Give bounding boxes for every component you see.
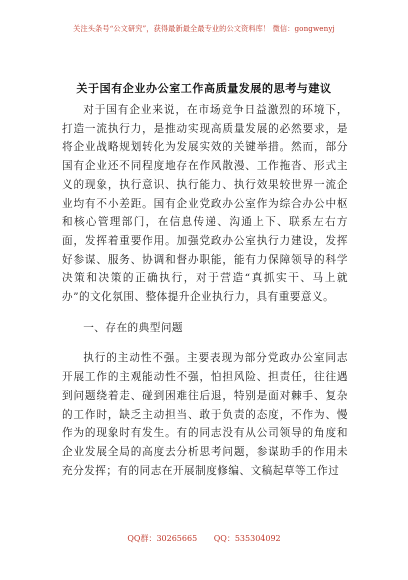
intro-paragraph: 对于国有企业来说，在市场竞争日益激烈的环境下，打造一流执行力，是推动实现高质量发展的必然要求，是将企业战略规划转化为发展实效的关键举措。然而，部分国有企业还不同程度地存在作风散漫、工作拖沓、形式主义的现象，执行意识、执行能力、执行效果较世界一流企业均有不小差距。国有企业党政办公室作为综合办公中枢和核心管理部门，在信息传递、沟通上下、联系左右方面，发挥着重要作用。加强党政办公室执行力建设，发挥好参谋、服务、协调和督办职能，能有力保障领导的科学决策和决策的正确执行，对于营造“真抓实干、马上就办”的文化氛围、整体提升企业执行力，具有重要意义。 xyxy=(62,104,348,304)
document-title: 关于国有企业办公室工作高质量发展的思考与建议 xyxy=(76,82,332,95)
document-body xyxy=(62,101,348,480)
qq-number: QQ：535304092 xyxy=(213,534,281,543)
promo-header: 关注头条号“公文研究”，获得最新最全最专业的公文资料库！ 微信：gongwenyj xyxy=(73,24,335,33)
contact-footer xyxy=(0,533,408,544)
qq-group: QQ群：30265665 xyxy=(127,534,198,543)
body-paragraph: 执行的主动性不强。主要表现为部分党政办公室同志开展工作的主观能动性不强，怕担风险、担责任，往往遇到问题绕着走、碰到困难往后退，特别是面对棘手、复杂的工作时，缺乏主动担当、敢于负责的态度，不作为、慢作为的现象时有发生。有的同志没有从公司领导的角度和企业发展全局的高度去分析思考问题，参谋助手的作用未充分发挥；有的同志在开展制度修编、文稿起草等工作过 xyxy=(62,352,348,477)
section-heading: 一、存在的典型问题 xyxy=(83,321,184,334)
